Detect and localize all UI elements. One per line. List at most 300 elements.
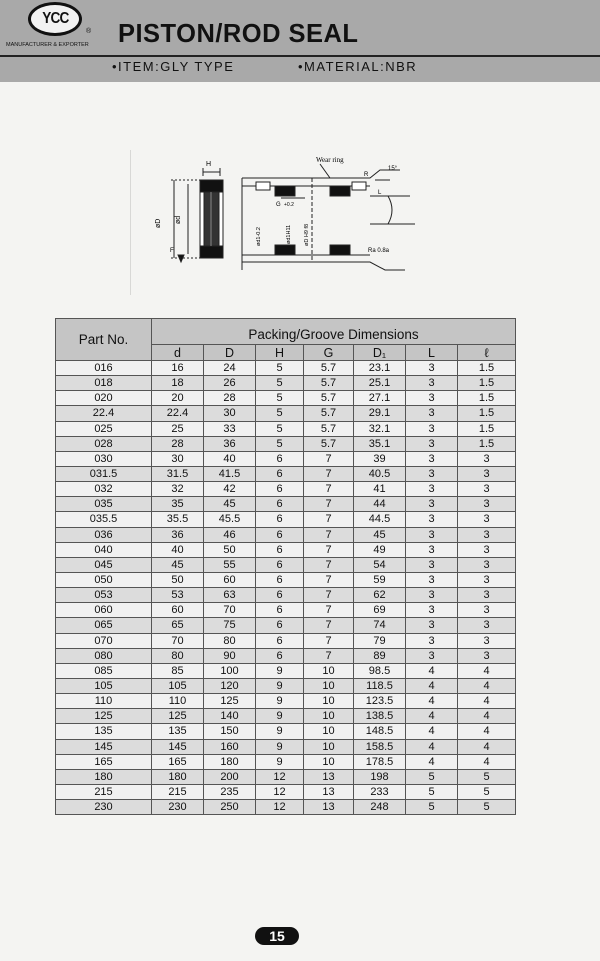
- dimension-cell: 28: [204, 391, 256, 406]
- dimension-cell: 123.5: [354, 694, 406, 709]
- dimension-cell: 4: [406, 694, 458, 709]
- dimension-cell: 120: [204, 678, 256, 693]
- r-label: R: [364, 172, 369, 178]
- dimension-cell: 4: [406, 754, 458, 769]
- dimension-cell: 10: [304, 754, 354, 769]
- dimension-cell: 5: [256, 406, 304, 421]
- dimension-cell: 6: [256, 633, 304, 648]
- dimension-cell: 248: [354, 800, 406, 815]
- dimension-cell: 20: [152, 391, 204, 406]
- dimension-cell: 3: [406, 466, 458, 481]
- column-header: L: [406, 345, 458, 361]
- dimension-cell: 70: [152, 633, 204, 648]
- dimension-cell: 1.5: [458, 436, 516, 451]
- column-header: G: [304, 345, 354, 361]
- dimension-cell: 140: [204, 709, 256, 724]
- dimension-cell: 118.5: [354, 678, 406, 693]
- dimension-cell: 4: [406, 709, 458, 724]
- dimension-cell: 5: [256, 436, 304, 451]
- dimension-cell: 7: [304, 466, 354, 481]
- dimension-cell: 7: [304, 451, 354, 466]
- dimension-cell: 6: [256, 512, 304, 527]
- table-row: [56, 769, 516, 784]
- dimension-cell: 250: [204, 800, 256, 815]
- table-row: [56, 512, 516, 527]
- table-row: [56, 421, 516, 436]
- table-row: [56, 542, 516, 557]
- header-rule: [0, 55, 600, 57]
- dimension-cell: 35.1: [354, 436, 406, 451]
- dimension-cell: 10: [304, 709, 354, 724]
- dimension-cell: 12: [256, 784, 304, 799]
- dimension-cell: 9: [256, 754, 304, 769]
- part-number-cell: 028: [56, 436, 152, 451]
- table-row: [56, 557, 516, 572]
- part-number-cell: 145: [56, 739, 152, 754]
- dimension-cell: 79: [354, 633, 406, 648]
- dimension-cell: 22.4: [152, 406, 204, 421]
- dimension-cell: 3: [458, 572, 516, 587]
- dimension-cell: 3: [406, 603, 458, 618]
- dimension-cell: 7: [304, 618, 354, 633]
- dimension-cell: 46: [204, 527, 256, 542]
- dimension-cell: 50: [204, 542, 256, 557]
- table-row: [56, 466, 516, 481]
- dimension-cell: 7: [304, 633, 354, 648]
- dimension-cell: 33: [204, 421, 256, 436]
- dimension-cell: 6: [256, 497, 304, 512]
- table-row: [56, 724, 516, 739]
- part-number-cell: 180: [56, 769, 152, 784]
- dimension-cell: 5.7: [304, 361, 354, 376]
- page-number: 15: [255, 927, 299, 945]
- column-header: D₁: [354, 345, 406, 361]
- dimension-cell: 3: [458, 557, 516, 572]
- dimension-cell: 3: [406, 497, 458, 512]
- dimension-cell: 23.1: [354, 361, 406, 376]
- dimension-cell: 12: [256, 769, 304, 784]
- dimension-cell: 85: [152, 663, 204, 678]
- h-dimension-label: H: [206, 161, 212, 168]
- dimension-cell: 3: [458, 497, 516, 512]
- dimension-cell: 145: [152, 739, 204, 754]
- part-number-cell: 050: [56, 572, 152, 587]
- dimension-cell: 25.1: [354, 376, 406, 391]
- part-number-cell: 230: [56, 800, 152, 815]
- seal-cross-section-drawing: [130, 150, 420, 295]
- table-body: [56, 361, 516, 815]
- dimension-cell: 7: [304, 482, 354, 497]
- outer-diameter-label: øD: [155, 218, 162, 228]
- dimension-cell: 27.1: [354, 391, 406, 406]
- dimension-cell: 7: [304, 527, 354, 542]
- dimension-cell: 3: [406, 618, 458, 633]
- table-row: [56, 436, 516, 451]
- dimension-cell: 3: [406, 648, 458, 663]
- table-row: [56, 603, 516, 618]
- dimension-cell: 89: [354, 648, 406, 663]
- dimensions-table-container: [55, 318, 515, 815]
- dimension-cell: 39: [354, 451, 406, 466]
- dimension-cell: 3: [406, 421, 458, 436]
- dimension-cell: 13: [304, 769, 354, 784]
- dimension-cell: 3: [406, 527, 458, 542]
- dimension-cell: 45.5: [204, 512, 256, 527]
- dimension-cell: 3: [406, 633, 458, 648]
- dimension-cell: 6: [256, 451, 304, 466]
- dimension-cell: 4: [458, 709, 516, 724]
- dimension-cell: 5.7: [304, 391, 354, 406]
- dimension-cell: 3: [458, 648, 516, 663]
- part-number-cell: 053: [56, 588, 152, 603]
- part-number-cell: 035: [56, 497, 152, 512]
- dimension-cell: 6: [256, 527, 304, 542]
- item-type-label: •ITEM:GLY TYPE: [112, 59, 235, 74]
- dimension-cell: 32: [152, 482, 204, 497]
- dimension-cell: 5: [406, 800, 458, 815]
- dimension-cell: 31.5: [152, 466, 204, 481]
- table-row: [56, 391, 516, 406]
- dimension-cell: 70: [204, 603, 256, 618]
- dimension-cell: 59: [354, 572, 406, 587]
- dimension-cell: 3: [458, 542, 516, 557]
- g-label: G: [276, 202, 281, 208]
- d1-h11-label: ød1H11: [286, 224, 292, 244]
- dimension-cell: 28: [152, 436, 204, 451]
- dimension-cell: 150: [204, 724, 256, 739]
- dimension-cell: 6: [256, 572, 304, 587]
- dimension-cell: 7: [304, 588, 354, 603]
- dimension-cell: 1.5: [458, 361, 516, 376]
- dimension-cell: 3: [458, 527, 516, 542]
- dimension-cell: 41: [354, 482, 406, 497]
- column-header: ℓ: [458, 345, 516, 361]
- dimension-cell: 6: [256, 618, 304, 633]
- dimension-cell: 6: [256, 603, 304, 618]
- dimension-cell: 5.7: [304, 421, 354, 436]
- part-number-cell: 016: [56, 361, 152, 376]
- part-number-cell: 036: [56, 527, 152, 542]
- dimension-cell: 5: [256, 361, 304, 376]
- part-number-cell: 085: [56, 663, 152, 678]
- table-row: [56, 800, 516, 815]
- wear-ring-label: Wear ring: [316, 156, 344, 164]
- dimension-cell: 178.5: [354, 754, 406, 769]
- dimension-cell: 40: [152, 542, 204, 557]
- dimension-cell: 1.5: [458, 391, 516, 406]
- table-row: [56, 376, 516, 391]
- dimension-cell: 7: [304, 542, 354, 557]
- dimension-cell: 45: [152, 557, 204, 572]
- f-label: F: [170, 248, 174, 254]
- table-row: [56, 451, 516, 466]
- part-number-cell: 110: [56, 694, 152, 709]
- dimension-cell: 9: [256, 694, 304, 709]
- material-label: •MATERIAL:NBR: [298, 59, 418, 74]
- inner-diameter-label: ød: [175, 215, 182, 224]
- dimension-cell: 53: [152, 588, 204, 603]
- dimension-cell: 3: [406, 588, 458, 603]
- dimension-cell: 235: [204, 784, 256, 799]
- dimension-cell: 40.5: [354, 466, 406, 481]
- groove-assembly-view: [242, 164, 415, 270]
- part-number-cell: 025: [56, 421, 152, 436]
- dimension-cell: 200: [204, 769, 256, 784]
- dimension-cell: 9: [256, 739, 304, 754]
- packing-groove-header: Packing/Groove Dimensions: [152, 319, 516, 345]
- dimension-cell: 4: [458, 678, 516, 693]
- dimension-cell: 5: [458, 800, 516, 815]
- part-number-cell: 018: [56, 376, 152, 391]
- part-number-cell: 031.5: [56, 466, 152, 481]
- dimension-cell: 5: [256, 421, 304, 436]
- dimension-cell: 5.7: [304, 376, 354, 391]
- table-row: [56, 678, 516, 693]
- part-number-cell: 080: [56, 648, 152, 663]
- dimension-cell: 135: [152, 724, 204, 739]
- dimension-cell: 3: [458, 618, 516, 633]
- dimension-cell: 4: [406, 663, 458, 678]
- dimension-cell: 40: [204, 451, 256, 466]
- dimension-cell: 55: [204, 557, 256, 572]
- dimension-cell: 29.1: [354, 406, 406, 421]
- dimension-cell: 180: [204, 754, 256, 769]
- dimension-cell: 10: [304, 663, 354, 678]
- dimension-cell: 90: [204, 648, 256, 663]
- table-row: [56, 648, 516, 663]
- dimension-cell: 44.5: [354, 512, 406, 527]
- dimension-cell: 16: [152, 361, 204, 376]
- table-row: [56, 572, 516, 587]
- dimension-cell: 44: [354, 497, 406, 512]
- dimension-cell: 3: [406, 376, 458, 391]
- table-row: [56, 406, 516, 421]
- part-number-cell: 065: [56, 618, 152, 633]
- dimension-cell: 3: [406, 542, 458, 557]
- dimension-cell: 110: [152, 694, 204, 709]
- dimension-cell: 3: [458, 451, 516, 466]
- dimension-cell: 1.5: [458, 376, 516, 391]
- dimension-cell: 180: [152, 769, 204, 784]
- table-row: [56, 482, 516, 497]
- dimension-cell: 1.5: [458, 406, 516, 421]
- dimension-cell: 5: [256, 376, 304, 391]
- dimension-cell: 9: [256, 709, 304, 724]
- part-number-cell: 215: [56, 784, 152, 799]
- dimension-cell: 36: [204, 436, 256, 451]
- dimension-cell: 125: [204, 694, 256, 709]
- dimension-cell: 25: [152, 421, 204, 436]
- company-logo: [6, 2, 102, 52]
- dimension-cell: 80: [152, 648, 204, 663]
- technical-drawing-svg: [130, 150, 420, 295]
- dimension-cell: 4: [406, 739, 458, 754]
- dimension-cell: 7: [304, 603, 354, 618]
- dimension-cell: 24: [204, 361, 256, 376]
- table-row: [56, 633, 516, 648]
- dimension-cell: 3: [458, 466, 516, 481]
- part-number-cell: 060: [56, 603, 152, 618]
- dimension-cell: 5: [256, 391, 304, 406]
- dimension-cell: 9: [256, 724, 304, 739]
- part-number-cell: 020: [56, 391, 152, 406]
- page-title: PISTON/ROD SEAL: [118, 18, 359, 48]
- dimension-cell: 10: [304, 678, 354, 693]
- dimension-cell: 4: [458, 663, 516, 678]
- dimension-cell: 10: [304, 694, 354, 709]
- surface-roughness-label: Ra 0.8a: [368, 248, 390, 254]
- logo-text: YCC: [41, 10, 69, 27]
- dimension-cell: 6: [256, 542, 304, 557]
- dimension-cell: 1.5: [458, 421, 516, 436]
- dimension-cell: 60: [152, 603, 204, 618]
- dimension-cell: 3: [406, 436, 458, 451]
- header-band: [0, 0, 600, 82]
- dimension-cell: 5: [458, 769, 516, 784]
- dimension-cell: 7: [304, 497, 354, 512]
- dimension-cell: 36: [152, 527, 204, 542]
- logo-oval: [28, 2, 82, 36]
- dimension-cell: 45: [204, 497, 256, 512]
- dimension-cell: 5.7: [304, 436, 354, 451]
- table-row: [56, 709, 516, 724]
- dimension-cell: 6: [256, 648, 304, 663]
- dimension-cell: 7: [304, 648, 354, 663]
- dimension-cell: 35.5: [152, 512, 204, 527]
- dimension-cell: 6: [256, 557, 304, 572]
- dimension-cell: 4: [458, 694, 516, 709]
- dimension-cell: 30: [204, 406, 256, 421]
- dimension-cell: 3: [406, 512, 458, 527]
- dimension-cell: 13: [304, 800, 354, 815]
- dimension-cell: 3: [406, 361, 458, 376]
- part-number-cell: 22.4: [56, 406, 152, 421]
- dimension-cell: 3: [406, 482, 458, 497]
- part-number-cell: 105: [56, 678, 152, 693]
- part-number-cell: 040: [56, 542, 152, 557]
- dimension-cell: 6: [256, 482, 304, 497]
- part-number-cell: 125: [56, 709, 152, 724]
- dimension-cell: 7: [304, 557, 354, 572]
- dimension-cell: 215: [152, 784, 204, 799]
- dimension-cell: 160: [204, 739, 256, 754]
- dimension-cell: 6: [256, 466, 304, 481]
- dimension-cell: 198: [354, 769, 406, 784]
- dimension-cell: 100: [204, 663, 256, 678]
- part-number-cell: 165: [56, 754, 152, 769]
- table-row: [56, 739, 516, 754]
- dimension-cell: 50: [152, 572, 204, 587]
- d-h9f8-label: øD H9 f8: [304, 223, 310, 246]
- dimension-cell: 233: [354, 784, 406, 799]
- column-header: D: [204, 345, 256, 361]
- part-number-cell: 035.5: [56, 512, 152, 527]
- dimension-cell: 74: [354, 618, 406, 633]
- dimension-cell: 10: [304, 724, 354, 739]
- dimension-cell: 26: [204, 376, 256, 391]
- dimension-cell: 42: [204, 482, 256, 497]
- dimension-cell: 13: [304, 784, 354, 799]
- dimension-cell: 3: [458, 482, 516, 497]
- dimension-cell: 80: [204, 633, 256, 648]
- dimension-cell: 158.5: [354, 739, 406, 754]
- logo-subtitle: MANUFACTURER & EXPORTER: [6, 42, 89, 48]
- dimension-cell: 105: [152, 678, 204, 693]
- dimension-cell: 45: [354, 527, 406, 542]
- dimension-cell: 7: [304, 512, 354, 527]
- dimension-cell: 63: [204, 588, 256, 603]
- dimension-cell: 5.7: [304, 406, 354, 421]
- angle-label: 15°: [388, 166, 398, 172]
- dimension-cell: 148.5: [354, 724, 406, 739]
- dimension-cell: 4: [406, 678, 458, 693]
- part-no-header: Part No.: [56, 319, 152, 361]
- dimension-cell: 65: [152, 618, 204, 633]
- dimension-cell: 3: [458, 588, 516, 603]
- dimension-cell: 4: [458, 754, 516, 769]
- dimension-cell: 9: [256, 678, 304, 693]
- dimension-cell: 18: [152, 376, 204, 391]
- dimension-cell: 3: [406, 406, 458, 421]
- dimension-cell: 5: [406, 784, 458, 799]
- dimension-cell: 4: [458, 724, 516, 739]
- table-row: [56, 663, 516, 678]
- registered-mark: ®: [86, 28, 92, 35]
- dimension-cell: 3: [406, 572, 458, 587]
- dimension-cell: 3: [458, 633, 516, 648]
- dimension-cell: 49: [354, 542, 406, 557]
- part-number-cell: 135: [56, 724, 152, 739]
- dimension-cell: 9: [256, 663, 304, 678]
- column-header: H: [256, 345, 304, 361]
- part-number-cell: 030: [56, 451, 152, 466]
- dimension-cell: 4: [458, 739, 516, 754]
- d1-tolerance-label: ød1-0.2: [256, 227, 262, 246]
- g-tolerance-label: +0.2: [284, 202, 294, 208]
- dimension-cell: 3: [406, 557, 458, 572]
- table-row: [56, 361, 516, 376]
- table-row: [56, 694, 516, 709]
- dimension-cell: 3: [458, 512, 516, 527]
- table-row: [56, 497, 516, 512]
- part-number-cell: 070: [56, 633, 152, 648]
- dimension-cell: 6: [256, 588, 304, 603]
- part-number-cell: 045: [56, 557, 152, 572]
- dimension-cell: 230: [152, 800, 204, 815]
- dimension-cell: 3: [458, 603, 516, 618]
- dimension-cell: 12: [256, 800, 304, 815]
- dimension-cell: 5: [406, 769, 458, 784]
- table-row: [56, 618, 516, 633]
- dimension-cell: 5: [458, 784, 516, 799]
- dimension-cell: 3: [406, 451, 458, 466]
- dimension-cell: 54: [354, 557, 406, 572]
- dimension-cell: 69: [354, 603, 406, 618]
- dimension-cell: 165: [152, 754, 204, 769]
- dimension-cell: 3: [406, 391, 458, 406]
- dimension-cell: 10: [304, 739, 354, 754]
- dimension-cell: 41.5: [204, 466, 256, 481]
- dimensions-table: [55, 318, 516, 815]
- dimension-cell: 138.5: [354, 709, 406, 724]
- l-label: L: [378, 190, 382, 196]
- dimension-cell: 7: [304, 572, 354, 587]
- dimension-cell: 60: [204, 572, 256, 587]
- dimension-cell: 98.5: [354, 663, 406, 678]
- dimension-cell: 4: [406, 724, 458, 739]
- dimension-cell: 62: [354, 588, 406, 603]
- dimension-cell: 35: [152, 497, 204, 512]
